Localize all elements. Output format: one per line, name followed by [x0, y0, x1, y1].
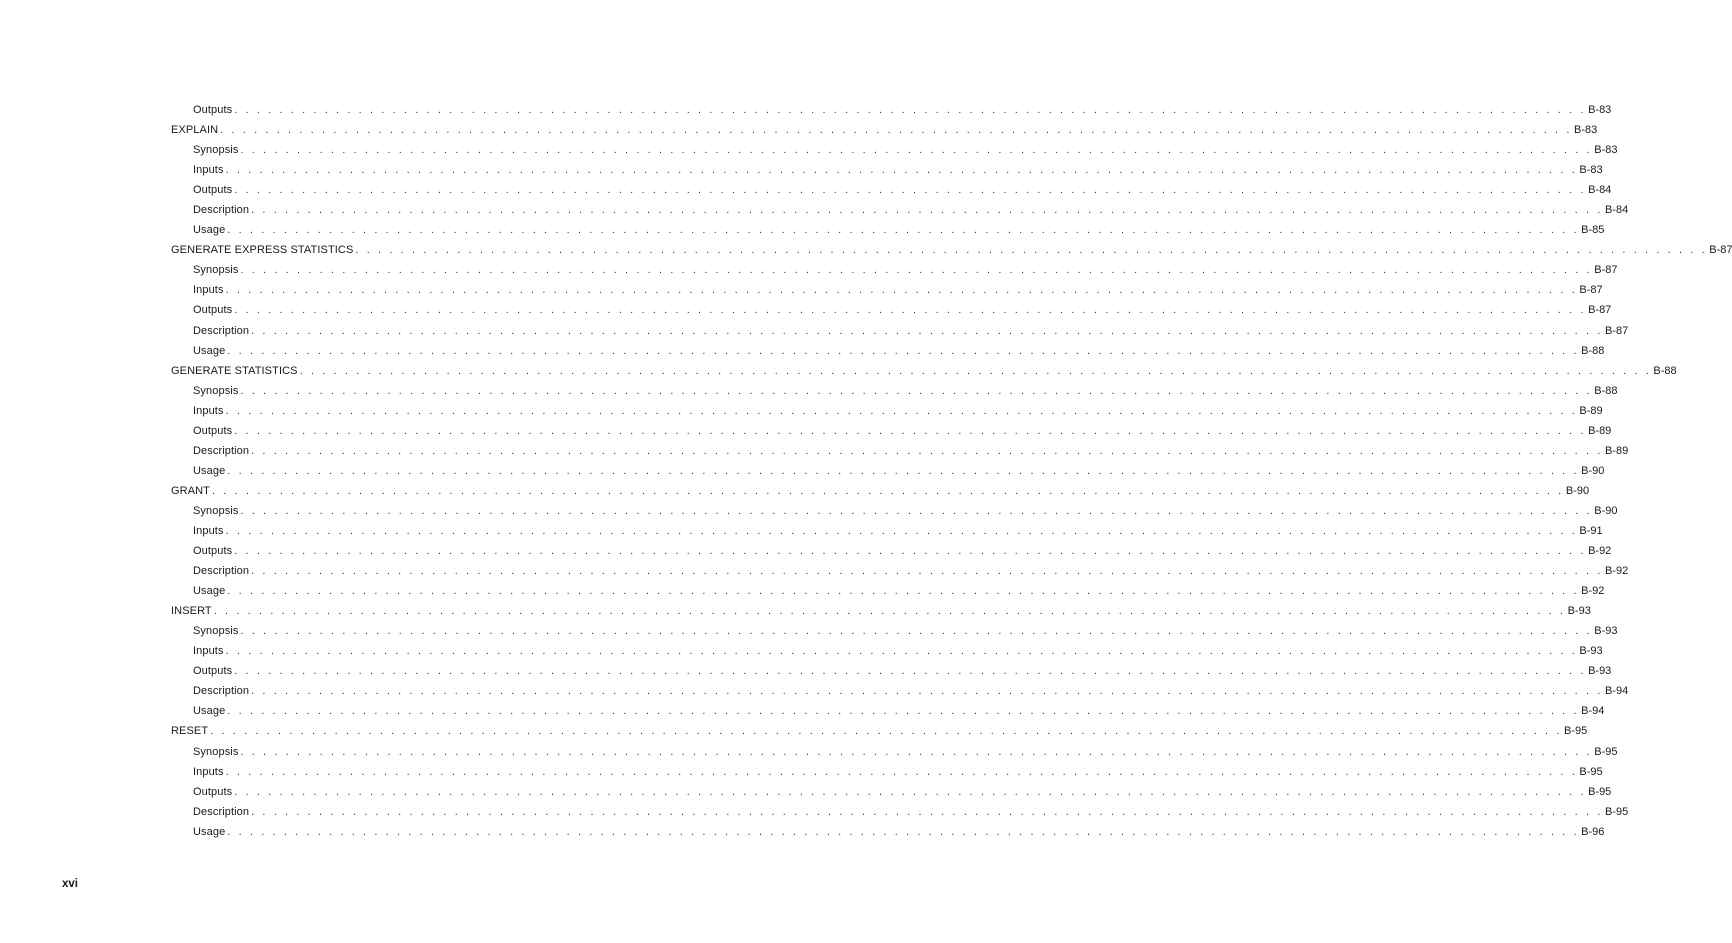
toc-entry-page: B-93	[1588, 665, 1612, 678]
toc-entry-label: Inputs	[193, 765, 224, 778]
toc-entry-page: B-88	[1594, 384, 1618, 397]
toc-entry-line	[193, 100, 1612, 120]
toc-entry-subsection	[0, 300, 1612, 320]
dot-leader: . . . . . . . . . . . . . . . . . . . . . . . . . . . . . . . . . . . . . . . . . . . . . . . . . . . . . . . . . . . . . . . . . . . . . . . . . . . . . . . . . . . . . . . . . . . . . . . . . . . . . . . . . . . . . . . . . . . . . . . .	[225, 765, 1578, 778]
toc-entry-line	[193, 140, 1618, 160]
toc-entry-label: Description	[193, 204, 250, 217]
toc-entry-subsection	[0, 260, 1618, 280]
dot-leader: . . . . . . . . . . . . . . . . . . . . . . . . . . . . . . . . . . . . . . . . . . . . . . . . . . . . . . . . . . . . . . . . . . . . . . . . . . . . . . . . . . . . . . . . . . . . . . . . . . . . . . . . . . . . . . . . . . . . . . . .	[227, 585, 1580, 598]
toc-entry-section	[0, 481, 1590, 501]
toc-entry-subsection	[0, 200, 1629, 220]
toc-entry-subsection	[0, 100, 1612, 120]
toc-entry-page: B-87	[1604, 324, 1629, 337]
toc-entry-line	[171, 481, 1590, 501]
toc-entry-subsection	[0, 140, 1618, 160]
toc-entry-label: Description	[193, 685, 250, 698]
toc-entry-page: B-88	[1581, 344, 1605, 357]
toc-entry-line	[193, 782, 1612, 802]
toc-entry-page: B-94	[1581, 705, 1605, 718]
toc-entry-line	[193, 501, 1618, 521]
dot-leader: . . . . . . . . . . . . . . . . . . . . . . . . . . . . . . . . . . . . . . . . . . . . . . . . . . . . . . . . . . . . . . . . . . . . . . . . . . . . . . . . . . . . . . . . . . . . . . . . . . . . . . . . . . . . . . . . . . . . . . . .	[251, 204, 1603, 217]
dot-leader: . . . . . . . . . . . . . . . . . . . . . . . . . . . . . . . . . . . . . . . . . . . . . . . . . . . . . . . . . . . . . . . . . . . . . . . . . . . . . . . . . . . . . . . . . . . . . . . . . . . . . . . . . . . . . . . . . . . . . . . .	[299, 364, 1652, 377]
toc-entry-line	[171, 601, 1591, 621]
toc-entry-page: B-95	[1604, 805, 1629, 818]
toc-entry-label: Description	[193, 565, 250, 578]
dot-leader: . . . . . . . . . . . . . . . . . . . . . . . . . . . . . . . . . . . . . . . . . . . . . . . . . . . . . . . . . . . . . . . . . . . . . . . . . . . . . . . . . . . . . . . . . . . . . . . . . . . . . . . . . . . . . . . . . . . . . . . .	[240, 504, 1593, 517]
toc-entry-label: Description	[193, 324, 250, 337]
toc-entry-label: Usage	[193, 705, 226, 718]
toc-entry-subsection	[0, 541, 1612, 561]
toc-entry-label: Outputs	[193, 304, 233, 317]
toc-entry-subsection	[0, 280, 1603, 300]
toc-entry-page: B-90	[1565, 484, 1590, 497]
toc-entry-line	[193, 341, 1605, 361]
page-number: xvi	[62, 878, 78, 890]
toc-entry-page: B-89	[1604, 444, 1629, 457]
toc-entry-line	[193, 822, 1605, 842]
toc-entry-label: Synopsis	[193, 384, 239, 397]
toc-entry-label: Inputs	[193, 164, 224, 177]
toc-entry-line	[193, 681, 1629, 701]
dot-leader: . . . . . . . . . . . . . . . . . . . . . . . . . . . . . . . . . . . . . . . . . . . . . . . . . . . . . . . . . . . . . . . . . . . . . . . . . . . . . . . . . . . . . . . . . . . . . . . . . . . . . . . . . . . . . . . . . . . . . . . .	[234, 785, 1587, 798]
toc-entry-subsection	[0, 381, 1618, 401]
dot-leader: . . . . . . . . . . . . . . . . . . . . . . . . . . . . . . . . . . . . . . . . . . . . . . . . . . . . . . . . . . . . . . . . . . . . . . . . . . . . . . . . . . . . . . . . . . . . . . . . . . . . . . . . . . . . . . . . . . . . . . . .	[234, 665, 1587, 678]
toc-entry-label: Outputs	[193, 184, 233, 197]
toc-entry-subsection	[0, 421, 1612, 441]
dot-leader: . . . . . . . . . . . . . . . . . . . . . . . . . . . . . . . . . . . . . . . . . . . . . . . . . . . . . . . . . . . . . . . . . . . . . . . . . . . . . . . . . . . . . . . . . . . . . . . . . . . . . . . . . . . . . . . . . . . . . . . .	[234, 545, 1587, 558]
toc-entry-line	[193, 541, 1612, 561]
dot-leader: . . . . . . . . . . . . . . . . . . . . . . . . . . . . . . . . . . . . . . . . . . . . . . . . . . . . . . . . . . . . . . . . . . . . . . . . . . . . . . . . . . . . . . . . . . . . . . . . . . . . . . . . . . . . . . . . . . . . . . . .	[240, 384, 1593, 397]
toc-entry-subsection	[0, 561, 1629, 581]
toc-entry-subsection	[0, 822, 1605, 842]
toc-entry-page: B-83	[1588, 104, 1612, 116]
toc-entry-section	[0, 240, 1732, 260]
toc-entry-subsection	[0, 621, 1618, 641]
toc-entry-label: Usage	[193, 344, 226, 357]
toc-entry-subsection	[0, 441, 1629, 461]
toc-entry-label: Synopsis	[193, 504, 239, 517]
toc-entry-label: EXPLAIN	[171, 124, 219, 137]
dot-leader: . . . . . . . . . . . . . . . . . . . . . . . . . . . . . . . . . . . . . . . . . . . . . . . . . . . . . . . . . . . . . . . . . . . . . . . . . . . . . . . . . . . . . . . . . . . . . . . . . . . . . . . . . . . . . . . . . . . . . . . .	[234, 184, 1587, 197]
toc-entry-section	[0, 120, 1598, 140]
dot-leader: . . . . . . . . . . . . . . . . . . . . . . . . . . . . . . . . . . . . . . . . . . . . . . . . . . . . . . . . . . . . . . . . . . . . . . . . . . . . . . . . . . . . . . . . . . . . . . . . . . . . . . . . . . . . . . . . . . . . . . . .	[225, 284, 1578, 297]
toc-entry-line	[193, 300, 1612, 320]
toc-entry-section	[0, 361, 1677, 381]
toc-entry-page: B-92	[1604, 565, 1629, 578]
toc-entry-page: B-94	[1604, 685, 1629, 698]
toc-entry-page: B-93	[1594, 625, 1618, 638]
toc-entry-page: B-84	[1588, 184, 1612, 197]
toc-entry-line	[193, 581, 1605, 601]
toc-entry-subsection	[0, 461, 1605, 481]
toc-entry-subsection	[0, 661, 1612, 681]
toc-entry-line	[193, 180, 1612, 200]
dot-leader: . . . . . . . . . . . . . . . . . . . . . . . . . . . . . . . . . . . . . . . . . . . . . . . . . . . . . . . . . . . . . . . . . . . . . . . . . . . . . . . . . . . . . . . . . . . . . . . . . . . . . . . . . . . . . . . . . . . . . . . .	[251, 805, 1603, 818]
toc-entry-subsection	[0, 501, 1618, 521]
toc-entry-label: GENERATE EXPRESS STATISTICS	[171, 244, 354, 257]
toc-entry-line	[193, 160, 1603, 180]
toc-entry-page: B-87	[1709, 244, 1732, 257]
toc-entry-subsection	[0, 581, 1605, 601]
toc-entry-subsection	[0, 742, 1618, 762]
toc-entry-page: B-96	[1581, 825, 1605, 838]
toc-entry-label: Description	[193, 444, 250, 457]
table-of-contents	[0, 100, 1732, 842]
toc-entry-subsection	[0, 701, 1605, 721]
dot-leader: . . . . . . . . . . . . . . . . . . . . . . . . . . . . . . . . . . . . . . . . . . . . . . . . . . . . . . . . . . . . . . . . . . . . . . . . . . . . . . . . . . . . . . . . . . . . . . . . . . . . . . . . . . . . . . . . . . . . . . . .	[213, 605, 1566, 618]
dot-leader: . . . . . . . . . . . . . . . . . . . . . . . . . . . . . . . . . . . . . . . . . . . . . . . . . . . . . . . . . . . . . . . . . . . . . . . . . . . . . . . . . . . . . . . . . . . . . . . . . . . . . . . . . . . . . . . . . . . . . . . .	[240, 264, 1593, 277]
toc-entry-page: B-85	[1581, 224, 1605, 237]
toc-entry-line	[193, 561, 1629, 581]
toc-entry-line	[193, 321, 1629, 341]
toc-entry-label: Synopsis	[193, 745, 239, 758]
toc-entry-line	[193, 401, 1603, 421]
toc-entry-line	[171, 120, 1598, 140]
dot-leader: . . . . . . . . . . . . . . . . . . . . . . . . . . . . . . . . . . . . . . . . . . . . . . . . . . . . . . . . . . . . . . . . . . . . . . . . . . . . . . . . . . . . . . . . . . . . . . . . . . . . . . . . . . . . . . . . . . . . . . . .	[225, 404, 1578, 417]
toc-entry-label: Synopsis	[193, 144, 239, 157]
toc-entry-label: Synopsis	[193, 264, 239, 277]
toc-entry-label: Usage	[193, 585, 226, 598]
toc-entry-label: Outputs	[193, 785, 233, 798]
toc-entry-section	[0, 721, 1588, 741]
toc-entry-page: B-87	[1594, 264, 1618, 277]
toc-entry-line	[193, 381, 1618, 401]
toc-entry-label: GENERATE STATISTICS	[171, 364, 298, 377]
toc-entry-line	[193, 220, 1605, 240]
toc-entry-line	[193, 521, 1603, 541]
toc-entry-label: Usage	[193, 464, 226, 477]
dot-leader: . . . . . . . . . . . . . . . . . . . . . . . . . . . . . . . . . . . . . . . . . . . . . . . . . . . . . . . . . . . . . . . . . . . . . . . . . . . . . . . . . . . . . . . . . . . . . . . . . . . . . . . . . . . . . . . . . . . . . . . .	[355, 244, 1708, 257]
toc-entry-page: B-90	[1594, 504, 1618, 517]
toc-entry-line	[171, 721, 1588, 741]
toc-entry-label: Outputs	[193, 424, 233, 437]
toc-entry-line	[193, 701, 1605, 721]
dot-leader: . . . . . . . . . . . . . . . . . . . . . . . . . . . . . . . . . . . . . . . . . . . . . . . . . . . . . . . . . . . . . . . . . . . . . . . . . . . . . . . . . . . . . . . . . . . . . . . . . . . . . . . . . . . . . . . . . . . . . . . .	[234, 304, 1587, 317]
toc-entry-page: B-83	[1579, 164, 1603, 177]
toc-entry-page: B-84	[1604, 204, 1629, 217]
toc-entry-page: B-92	[1588, 545, 1612, 558]
toc-entry-line	[193, 802, 1629, 822]
dot-leader: . . . . . . . . . . . . . . . . . . . . . . . . . . . . . . . . . . . . . . . . . . . . . . . . . . . . . . . . . . . . . . . . . . . . . . . . . . . . . . . . . . . . . . . . . . . . . . . . . . . . . . . . . . . . . . . . . . . . . . . .	[227, 825, 1580, 838]
dot-leader: . . . . . . . . . . . . . . . . . . . . . . . . . . . . . . . . . . . . . . . . . . . . . . . . . . . . . . . . . . . . . . . . . . . . . . . . . . . . . . . . . . . . . . . . . . . . . . . . . . . . . . . . . . . . . . . . . . . . . . . .	[240, 745, 1593, 758]
toc-entry-label: RESET	[171, 725, 209, 738]
toc-entry-page: B-87	[1579, 284, 1603, 297]
toc-entry-line	[193, 762, 1603, 782]
toc-entry-label: Usage	[193, 825, 226, 838]
toc-entry-page: B-95	[1588, 785, 1612, 798]
toc-entry-page: B-93	[1567, 605, 1591, 618]
toc-entry-line	[193, 661, 1612, 681]
toc-entry-subsection	[0, 160, 1603, 180]
toc-entry-label: Outputs	[193, 104, 233, 116]
toc-entry-subsection	[0, 762, 1603, 782]
dot-leader: . . . . . . . . . . . . . . . . . . . . . . . . . . . . . . . . . . . . . . . . . . . . . . . . . . . . . . . . . . . . . . . . . . . . . . . . . . . . . . . . . . . . . . . . . . . . . . . . . . . . . . . . . . . . . . . . . . . . . . . .	[220, 124, 1572, 137]
toc-entry-subsection	[0, 341, 1605, 361]
toc-entry-section	[0, 601, 1591, 621]
dot-leader: . . . . . . . . . . . . . . . . . . . . . . . . . . . . . . . . . . . . . . . . . . . . . . . . . . . . . . . . . . . . . . . . . . . . . . . . . . . . . . . . . . . . . . . . . . . . . . . . . . . . . . . . . . . . . . . . . . . . . . . .	[251, 444, 1603, 457]
dot-leader: . . . . . . . . . . . . . . . . . . . . . . . . . . . . . . . . . . . . . . . . . . . . . . . . . . . . . . . . . . . . . . . . . . . . . . . . . . . . . . . . . . . . . . . . . . . . . . . . . . . . . . . . . . . . . . . . . . . . . . . .	[240, 144, 1593, 157]
toc-entry-page: B-93	[1579, 645, 1603, 658]
toc-entry-page: B-92	[1581, 585, 1605, 598]
toc-entry-page: B-83	[1574, 124, 1598, 137]
toc-entry-page: B-89	[1588, 424, 1612, 437]
dot-leader: . . . . . . . . . . . . . . . . . . . . . . . . . . . . . . . . . . . . . . . . . . . . . . . . . . . . . . . . . . . . . . . . . . . . . . . . . . . . . . . . . . . . . . . . . . . . . . . . . . . . . . . . . . . . . . . . . . . . . . . .	[225, 645, 1578, 658]
toc-entry-subsection	[0, 802, 1629, 822]
toc-entry-line	[193, 200, 1629, 220]
dot-leader: . . . . . . . . . . . . . . . . . . . . . . . . . . . . . . . . . . . . . . . . . . . . . . . . . . . . . . . . . . . . . . . . . . . . . . . . . . . . . . . . . . . . . . . . . . . . . . . . . . . . . . . . . . . . . . . . . . . . . . . .	[234, 104, 1587, 116]
dot-leader: . . . . . . . . . . . . . . . . . . . . . . . . . . . . . . . . . . . . . . . . . . . . . . . . . . . . . . . . . . . . . . . . . . . . . . . . . . . . . . . . . . . . . . . . . . . . . . . . . . . . . . . . . . . . . . . . . . . . . . . .	[210, 725, 1563, 738]
toc-entry-page: B-88	[1653, 364, 1677, 377]
toc-entry-label: Outputs	[193, 665, 233, 678]
toc-entry-line	[193, 441, 1629, 461]
toc-entry-page: B-95	[1564, 725, 1588, 738]
toc-entry-label: INSERT	[171, 605, 212, 618]
toc-entry-page: B-87	[1588, 304, 1612, 317]
dot-leader: . . . . . . . . . . . . . . . . . . . . . . . . . . . . . . . . . . . . . . . . . . . . . . . . . . . . . . . . . . . . . . . . . . . . . . . . . . . . . . . . . . . . . . . . . . . . . . . . . . . . . . . . . . . . . . . . . . . . . . . .	[227, 705, 1580, 718]
dot-leader: . . . . . . . . . . . . . . . . . . . . . . . . . . . . . . . . . . . . . . . . . . . . . . . . . . . . . . . . . . . . . . . . . . . . . . . . . . . . . . . . . . . . . . . . . . . . . . . . . . . . . . . . . . . . . . . . . . . . . . . .	[227, 224, 1580, 237]
dot-leader: . . . . . . . . . . . . . . . . . . . . . . . . . . . . . . . . . . . . . . . . . . . . . . . . . . . . . . . . . . . . . . . . . . . . . . . . . . . . . . . . . . . . . . . . . . . . . . . . . . . . . . . . . . . . . . . . . . . . . . . .	[225, 524, 1578, 537]
toc-entry-label: Description	[193, 805, 250, 818]
toc-entry-label: Synopsis	[193, 625, 239, 638]
toc-entry-label: GRANT	[171, 484, 210, 497]
toc-entry-label: Inputs	[193, 645, 224, 658]
dot-leader: . . . . . . . . . . . . . . . . . . . . . . . . . . . . . . . . . . . . . . . . . . . . . . . . . . . . . . . . . . . . . . . . . . . . . . . . . . . . . . . . . . . . . . . . . . . . . . . . . . . . . . . . . . . . . . . . . . . . . . . .	[234, 424, 1587, 437]
dot-leader: . . . . . . . . . . . . . . . . . . . . . . . . . . . . . . . . . . . . . . . . . . . . . . . . . . . . . . . . . . . . . . . . . . . . . . . . . . . . . . . . . . . . . . . . . . . . . . . . . . . . . . . . . . . . . . . . . . . . . . . .	[227, 464, 1580, 477]
toc-entry-page: B-95	[1579, 765, 1603, 778]
toc-entry-page: B-90	[1581, 464, 1605, 477]
toc-entry-page: B-95	[1594, 745, 1618, 758]
toc-entry-label: Inputs	[193, 284, 224, 297]
toc-entry-subsection	[0, 521, 1603, 541]
toc-entry-page: B-83	[1594, 144, 1618, 157]
toc-entry-line	[193, 260, 1618, 280]
toc-entry-line	[193, 421, 1612, 441]
toc-entry-label: Inputs	[193, 524, 224, 537]
toc-entry-label: Usage	[193, 224, 226, 237]
toc-entry-line	[193, 461, 1605, 481]
toc-entry-subsection	[0, 782, 1612, 802]
dot-leader: . . . . . . . . . . . . . . . . . . . . . . . . . . . . . . . . . . . . . . . . . . . . . . . . . . . . . . . . . . . . . . . . . . . . . . . . . . . . . . . . . . . . . . . . . . . . . . . . . . . . . . . . . . . . . . . . . . . . . . . .	[227, 344, 1580, 357]
toc-entry-page: B-89	[1579, 404, 1603, 417]
toc-entry-subsection	[0, 681, 1629, 701]
toc-entry-subsection	[0, 321, 1629, 341]
toc-entry-page: B-91	[1579, 524, 1603, 537]
toc-entry-line	[193, 280, 1603, 300]
toc-entry-line	[171, 240, 1732, 260]
dot-leader: . . . . . . . . . . . . . . . . . . . . . . . . . . . . . . . . . . . . . . . . . . . . . . . . . . . . . . . . . . . . . . . . . . . . . . . . . . . . . . . . . . . . . . . . . . . . . . . . . . . . . . . . . . . . . . . . . . . . . . . .	[251, 324, 1603, 337]
toc-entry-subsection	[0, 641, 1603, 661]
toc-entry-label: Outputs	[193, 545, 233, 558]
dot-leader: . . . . . . . . . . . . . . . . . . . . . . . . . . . . . . . . . . . . . . . . . . . . . . . . . . . . . . . . . . . . . . . . . . . . . . . . . . . . . . . . . . . . . . . . . . . . . . . . . . . . . . . . . . . . . . . . . . . . . . . .	[251, 685, 1603, 698]
dot-leader: . . . . . . . . . . . . . . . . . . . . . . . . . . . . . . . . . . . . . . . . . . . . . . . . . . . . . . . . . . . . . . . . . . . . . . . . . . . . . . . . . . . . . . . . . . . . . . . . . . . . . . . . . . . . . . . . . . . . . . . .	[240, 625, 1593, 638]
toc-entry-line	[193, 641, 1603, 661]
toc-entry-subsection	[0, 180, 1612, 200]
toc-entry-subsection	[0, 220, 1605, 240]
dot-leader: . . . . . . . . . . . . . . . . . . . . . . . . . . . . . . . . . . . . . . . . . . . . . . . . . . . . . . . . . . . . . . . . . . . . . . . . . . . . . . . . . . . . . . . . . . . . . . . . . . . . . . . . . . . . . . . . . . . . . . . .	[225, 164, 1578, 177]
toc-entry-label: Inputs	[193, 404, 224, 417]
toc-entry-subsection	[0, 401, 1603, 421]
toc-entry-line	[193, 742, 1618, 762]
toc-entry-line	[193, 621, 1618, 641]
dot-leader: . . . . . . . . . . . . . . . . . . . . . . . . . . . . . . . . . . . . . . . . . . . . . . . . . . . . . . . . . . . . . . . . . . . . . . . . . . . . . . . . . . . . . . . . . . . . . . . . . . . . . . . . . . . . . . . . . . . . . . . .	[251, 565, 1603, 578]
dot-leader: . . . . . . . . . . . . . . . . . . . . . . . . . . . . . . . . . . . . . . . . . . . . . . . . . . . . . . . . . . . . . . . . . . . . . . . . . . . . . . . . . . . . . . . . . . . . . . . . . . . . . . . . . . . . . . . . . . . . . . . .	[212, 484, 1564, 497]
toc-entry-line	[171, 361, 1677, 381]
